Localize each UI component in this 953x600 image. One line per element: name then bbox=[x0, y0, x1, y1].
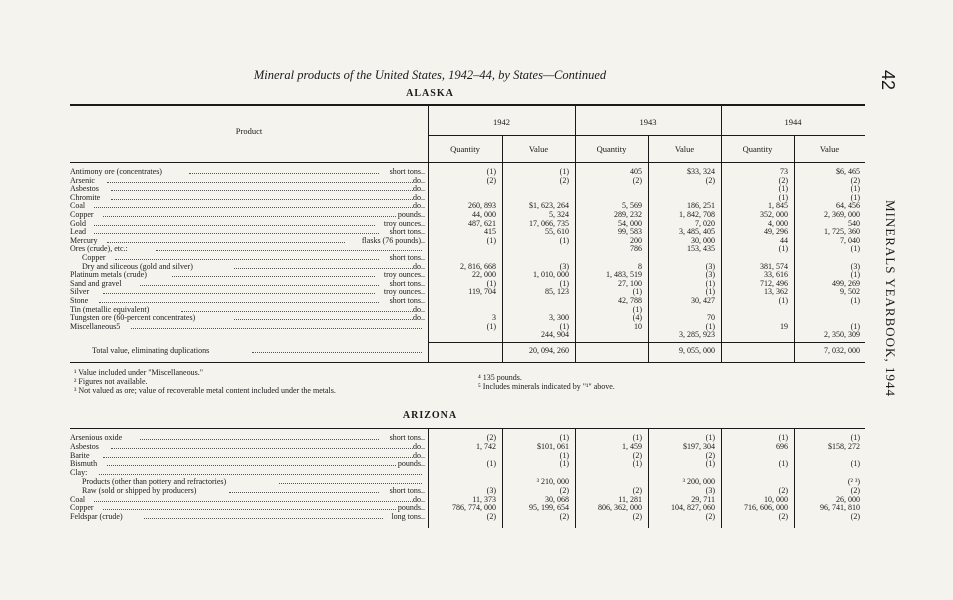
table-cell: 27, 100 bbox=[618, 278, 642, 288]
row-unit: short tons.. bbox=[389, 278, 425, 288]
table-row bbox=[70, 323, 870, 331]
table-cell: 405 bbox=[630, 167, 642, 176]
total-label: Total value, eliminating duplications bbox=[92, 346, 210, 355]
row-unit: flasks (76 pounds).. bbox=[361, 235, 425, 245]
table-cell: 1, 845 bbox=[768, 201, 788, 211]
table-row bbox=[70, 228, 870, 236]
table-row bbox=[70, 297, 870, 305]
table-cell: ³ 200, 000 bbox=[682, 477, 715, 486]
row-unit: do.. bbox=[413, 175, 425, 185]
table-cell: (2) bbox=[778, 485, 788, 495]
table-cell: 54, 000 bbox=[618, 218, 642, 228]
table-cell: (² ³) bbox=[847, 477, 860, 486]
footnote: ⁴ 135 pounds. bbox=[478, 373, 522, 382]
leader-dots bbox=[103, 293, 375, 294]
table-cell: (1) bbox=[559, 167, 569, 176]
table-row bbox=[70, 254, 870, 262]
leader-dots bbox=[94, 225, 374, 226]
table-cell: 7, 040 bbox=[840, 235, 860, 245]
row-unit: short tons.. bbox=[389, 485, 425, 495]
table-cell: (1) bbox=[850, 296, 860, 305]
table-cell: 4, 000 bbox=[768, 218, 788, 228]
table-cell: ³ 210, 000 bbox=[536, 477, 569, 486]
leader-dots bbox=[111, 199, 414, 200]
table-row bbox=[70, 168, 870, 176]
table-cell: (1) bbox=[850, 433, 860, 442]
row-unit: troy ounces.. bbox=[383, 270, 425, 280]
col-header-quantity: Quantity bbox=[742, 144, 773, 154]
table-cell: 29, 711 bbox=[691, 494, 715, 504]
table-cell: (2) bbox=[850, 512, 860, 522]
leader-dots bbox=[103, 509, 397, 510]
leader-dots bbox=[94, 207, 413, 208]
row-unit: troy ounces.. bbox=[383, 287, 425, 297]
table-cell: (3) bbox=[559, 261, 569, 271]
row-label: Coal bbox=[70, 201, 86, 211]
row-label: Products (other than pottery and refractories) bbox=[82, 477, 227, 486]
table-row bbox=[70, 288, 870, 296]
table-cell: $1, 623, 264 bbox=[529, 201, 569, 211]
leader-dots bbox=[107, 242, 345, 243]
table-cell: (1) bbox=[778, 244, 788, 254]
table-cell: 712, 496 bbox=[760, 278, 788, 288]
row-unit: do.. bbox=[413, 450, 425, 460]
table-cell: 1, 010, 000 bbox=[533, 270, 569, 280]
table-cell: 352, 000 bbox=[760, 210, 788, 219]
table-cell: 2, 369, 000 bbox=[824, 210, 860, 219]
row-label: Sand and gravel bbox=[70, 278, 122, 288]
row-label: Asbestos bbox=[70, 184, 99, 194]
table-cell: $33, 324 bbox=[687, 167, 715, 176]
table-cell: 2, 350, 309 bbox=[824, 330, 860, 340]
table-cell: (1) bbox=[705, 433, 715, 442]
table-cell: 499, 269 bbox=[832, 278, 860, 288]
table-cell: (2) bbox=[778, 512, 788, 522]
table-cell: (2) bbox=[559, 175, 569, 185]
leader-dots bbox=[172, 276, 374, 277]
table-row bbox=[70, 347, 870, 355]
table-cell: (1) bbox=[778, 192, 788, 202]
leader-dots bbox=[131, 328, 422, 329]
table-row bbox=[70, 177, 870, 185]
table-cell: (1) bbox=[486, 321, 496, 331]
table-cell: (2) bbox=[705, 175, 715, 185]
total-cell: 20, 094, 260 bbox=[529, 346, 569, 355]
table-row bbox=[70, 314, 870, 322]
table-cell: (2) bbox=[632, 450, 642, 460]
arizona-top-rule bbox=[70, 428, 865, 429]
row-unit: do.. bbox=[413, 313, 425, 323]
total-cell: 9, 055, 000 bbox=[679, 346, 715, 355]
table-cell: (1) bbox=[486, 235, 496, 245]
table-cell: (1) bbox=[559, 321, 569, 331]
table-cell: (3) bbox=[705, 270, 715, 280]
row-label: Stone bbox=[70, 296, 89, 305]
table-cell: (1) bbox=[850, 459, 860, 469]
table-cell: 104, 827, 060 bbox=[671, 503, 715, 513]
row-label: Chromite bbox=[70, 192, 101, 202]
table-cell: (1) bbox=[778, 433, 788, 442]
table-cell: (1) bbox=[559, 450, 569, 460]
table-cell: 289, 232 bbox=[614, 210, 642, 219]
row-label: Tin (metallic equivalent) bbox=[70, 304, 150, 314]
row-unit: short tons.. bbox=[389, 253, 425, 262]
table-cell: (4) bbox=[632, 313, 642, 323]
row-label: Ores (crude), etc.: bbox=[70, 244, 128, 254]
table-cell: (2) bbox=[559, 512, 569, 522]
row-unit: short tons.. bbox=[389, 296, 425, 305]
leader-dots bbox=[111, 190, 414, 191]
table-cell: (2) bbox=[486, 433, 496, 442]
row-label: Copper bbox=[70, 210, 94, 219]
table-cell: (1) bbox=[486, 167, 496, 176]
col-header-value: Value bbox=[819, 144, 840, 154]
row-label: Coal bbox=[70, 494, 86, 504]
leader-dots bbox=[111, 448, 414, 449]
table-cell: 19 bbox=[780, 321, 788, 331]
leader-dots bbox=[252, 352, 422, 353]
table-cell: (2) bbox=[486, 175, 496, 185]
page-number: 42 bbox=[878, 70, 898, 91]
year-header-rule bbox=[428, 135, 865, 136]
leader-dots bbox=[279, 483, 422, 484]
leader-dots bbox=[156, 250, 422, 251]
table-row bbox=[70, 504, 870, 512]
table-cell: 49, 296 bbox=[764, 227, 788, 237]
table-cell: (2) bbox=[632, 175, 642, 185]
leader-dots bbox=[107, 182, 414, 183]
row-label: Silver bbox=[70, 287, 90, 297]
row-label: Bismuth bbox=[70, 459, 98, 469]
row-label: Dry and siliceous (gold and silver) bbox=[82, 261, 193, 271]
table-row bbox=[70, 496, 870, 504]
table-cell: 9, 502 bbox=[840, 287, 860, 297]
table-row bbox=[70, 478, 870, 486]
total-cell: 7, 032, 000 bbox=[824, 346, 860, 355]
table-cell: (2) bbox=[632, 512, 642, 522]
table-cell: (1) bbox=[850, 321, 860, 331]
table-cell: 186, 251 bbox=[687, 201, 715, 211]
table-cell: (1) bbox=[559, 459, 569, 469]
leader-dots bbox=[181, 311, 414, 312]
header-bottom-rule bbox=[70, 162, 865, 163]
table-cell: (1) bbox=[632, 287, 642, 297]
leader-dots bbox=[107, 465, 397, 466]
leader-dots bbox=[144, 518, 384, 519]
table-cell: (1) bbox=[850, 270, 860, 280]
table-row bbox=[70, 460, 870, 468]
row-unit: do.. bbox=[413, 441, 425, 451]
row-unit: do.. bbox=[413, 184, 425, 194]
table-cell: 1, 483, 519 bbox=[606, 270, 642, 280]
leader-dots bbox=[234, 319, 414, 320]
table-cell: (1) bbox=[778, 184, 788, 194]
table-cell: 696 bbox=[776, 441, 788, 451]
table-cell: (1) bbox=[632, 459, 642, 469]
table-cell: (2) bbox=[850, 175, 860, 185]
table-cell: (1) bbox=[705, 459, 715, 469]
table-cell: (1) bbox=[559, 433, 569, 442]
row-label: Arsenic bbox=[70, 175, 95, 185]
leader-dots bbox=[189, 173, 379, 174]
row-label: Copper bbox=[82, 253, 106, 262]
row-label: Mercury bbox=[70, 235, 98, 245]
footnote: ¹ Value included under "Miscellaneous." bbox=[74, 368, 203, 377]
table-row bbox=[70, 237, 870, 245]
row-label: Feldspar (crude) bbox=[70, 512, 123, 522]
table-cell: (1) bbox=[705, 321, 715, 331]
table-cell: 26, 000 bbox=[836, 494, 860, 504]
table-top-rule bbox=[70, 104, 865, 106]
total-rule bbox=[428, 342, 865, 343]
table-row bbox=[70, 271, 870, 279]
table-cell: (1) bbox=[850, 192, 860, 202]
row-unit: short tons.. bbox=[389, 167, 425, 176]
table-cell: (2) bbox=[850, 485, 860, 495]
table-title: Mineral products of the United States, 1942–44, by States—Continued bbox=[253, 68, 607, 82]
table-cell: 70 bbox=[707, 313, 715, 323]
table-cell: 11, 281 bbox=[618, 494, 642, 504]
leader-dots bbox=[99, 474, 423, 475]
row-unit: do.. bbox=[413, 261, 425, 271]
row-unit: do.. bbox=[413, 201, 425, 211]
row-label: Gold bbox=[70, 218, 86, 228]
row-unit: short tons.. bbox=[389, 227, 425, 237]
table-cell: 716, 606, 000 bbox=[744, 503, 788, 513]
row-label: Arsenious oxide bbox=[70, 433, 123, 442]
table-row bbox=[70, 245, 870, 253]
table-row bbox=[70, 202, 870, 210]
table-cell: 7, 020 bbox=[695, 218, 715, 228]
footnote: ⁵ Includes minerals indicated by "¹" above. bbox=[478, 382, 615, 391]
table-cell: (3) bbox=[486, 485, 496, 495]
section-title-arizona: ARIZONA bbox=[402, 410, 458, 421]
table-row bbox=[70, 220, 870, 228]
row-label: Antimony ore (concentrates) bbox=[70, 167, 162, 176]
table-cell: 11, 373 bbox=[472, 494, 496, 504]
table-cell: 10 bbox=[634, 321, 642, 331]
year-header-1944: 1944 bbox=[784, 117, 802, 127]
table-cell: 3 bbox=[492, 313, 496, 323]
table-cell: (1) bbox=[778, 459, 788, 469]
row-unit: long tons.. bbox=[391, 512, 425, 522]
table-cell: 1, 459 bbox=[622, 441, 642, 451]
table-cell: 153, 435 bbox=[687, 244, 715, 254]
table-row bbox=[70, 443, 870, 451]
footnote: ² Figures not available. bbox=[74, 377, 148, 386]
leader-dots bbox=[94, 501, 413, 502]
row-unit: pounds.. bbox=[397, 210, 425, 219]
table-cell: 200 bbox=[630, 235, 642, 245]
table-row bbox=[70, 211, 870, 219]
table-row bbox=[70, 487, 870, 495]
row-label: Asbestos bbox=[70, 441, 99, 451]
table-cell: 30, 000 bbox=[691, 235, 715, 245]
table-cell: 99, 583 bbox=[618, 227, 642, 237]
table-cell: (1) bbox=[850, 244, 860, 254]
table-cell: (2) bbox=[559, 485, 569, 495]
table-cell: 17, 066, 735 bbox=[529, 218, 569, 228]
table-cell: 540 bbox=[848, 218, 860, 228]
table-cell: 786 bbox=[630, 244, 642, 254]
table-cell: 2, 816, 668 bbox=[460, 261, 496, 271]
year-header-1943: 1943 bbox=[639, 117, 657, 127]
table-cell: (1) bbox=[632, 304, 642, 314]
table-cell: 42, 788 bbox=[618, 296, 642, 305]
table-cell: 381, 574 bbox=[760, 261, 788, 271]
table-cell: 30, 427 bbox=[691, 296, 715, 305]
row-label: Barite bbox=[70, 450, 90, 460]
table-cell: (1) bbox=[486, 459, 496, 469]
table-cell: 55, 610 bbox=[545, 227, 569, 237]
table-row bbox=[70, 185, 870, 193]
table-cell: 8 bbox=[638, 261, 642, 271]
table-cell: 3, 300 bbox=[549, 313, 569, 323]
leader-dots bbox=[103, 457, 414, 458]
leader-dots bbox=[229, 492, 379, 493]
table-row bbox=[70, 331, 870, 339]
table-cell: 260, 893 bbox=[468, 201, 496, 211]
leader-dots bbox=[115, 259, 379, 260]
table-cell: 73 bbox=[780, 167, 788, 176]
product-header: Product bbox=[235, 126, 263, 136]
table-cell: (3) bbox=[705, 261, 715, 271]
row-unit: do.. bbox=[413, 192, 425, 202]
table-cell: (1) bbox=[705, 278, 715, 288]
row-label: Platinum metals (crude) bbox=[70, 270, 147, 280]
table-cell: (1) bbox=[559, 278, 569, 288]
leader-dots bbox=[94, 233, 379, 234]
row-unit: pounds.. bbox=[397, 503, 425, 513]
table-cell: 64, 456 bbox=[836, 201, 860, 211]
table-cell: 44, 000 bbox=[472, 210, 496, 219]
table-cell: $6, 465 bbox=[836, 167, 860, 176]
col-header-value: Value bbox=[674, 144, 695, 154]
table-cell: (1) bbox=[632, 433, 642, 442]
table-cell: 415 bbox=[484, 227, 496, 237]
table-cell: 95, 199, 654 bbox=[529, 503, 569, 513]
table-cell: 5, 324 bbox=[549, 210, 569, 219]
row-unit: short tons.. bbox=[389, 433, 425, 442]
row-unit: do.. bbox=[413, 304, 425, 314]
table-row bbox=[70, 434, 870, 442]
leader-dots bbox=[103, 216, 397, 217]
table-cell: 487, 621 bbox=[468, 218, 496, 228]
leader-dots bbox=[140, 285, 380, 286]
table-cell: (1) bbox=[850, 184, 860, 194]
table-cell: 96, 741, 810 bbox=[820, 503, 860, 513]
table-row bbox=[70, 452, 870, 460]
row-label: Raw (sold or shipped by producers) bbox=[82, 485, 197, 495]
row-label: Copper bbox=[70, 503, 94, 513]
leader-dots bbox=[234, 268, 414, 269]
table-cell: (2) bbox=[778, 175, 788, 185]
section-title-alaska: ALASKA bbox=[406, 88, 454, 99]
row-label: Tungsten ore (60-percent concentrates) bbox=[70, 313, 196, 323]
row-label: Clay: bbox=[70, 468, 88, 478]
table-cell: $197, 304 bbox=[683, 441, 715, 451]
table-cell: $101, 061 bbox=[537, 441, 569, 451]
table-cell: 3, 485, 405 bbox=[679, 227, 715, 237]
table-cell: 22, 000 bbox=[472, 270, 496, 280]
table-cell: 85, 123 bbox=[545, 287, 569, 297]
table-cell: 806, 362, 000 bbox=[598, 503, 642, 513]
row-label: Lead bbox=[70, 227, 86, 237]
table-cell: (2) bbox=[486, 512, 496, 522]
table-cell: (2) bbox=[705, 450, 715, 460]
table-row bbox=[70, 513, 870, 521]
leader-dots bbox=[99, 302, 380, 303]
footnote: ³ Not valued as ore; value of recoverable metal content included under the metals. bbox=[74, 386, 336, 395]
col-header-quantity: Quantity bbox=[596, 144, 627, 154]
table-cell: 1, 725, 360 bbox=[824, 227, 860, 237]
table-cell: 1, 842, 708 bbox=[679, 210, 715, 219]
table-cell: 30, 068 bbox=[545, 494, 569, 504]
col-header-quantity: Quantity bbox=[450, 144, 480, 154]
table-cell: 244, 904 bbox=[541, 330, 569, 340]
table-cell: 44 bbox=[780, 235, 788, 245]
running-head: MINERALS YEARBOOK, 1944 bbox=[883, 200, 898, 397]
table-cell: (2) bbox=[705, 512, 715, 522]
table-row bbox=[70, 263, 870, 271]
table-cell: (1) bbox=[778, 296, 788, 305]
table-cell: (2) bbox=[632, 485, 642, 495]
table-cell: 3, 285, 923 bbox=[679, 330, 715, 340]
table-cell: 33, 616 bbox=[764, 270, 788, 280]
table-cell: (3) bbox=[850, 261, 860, 271]
table-cell: (1) bbox=[559, 235, 569, 245]
row-unit: pounds.. bbox=[397, 459, 425, 469]
table-cell: 5, 569 bbox=[622, 201, 642, 211]
row-label: Miscellaneous5 bbox=[70, 321, 121, 331]
table-cell: 786, 774, 000 bbox=[452, 503, 496, 513]
leader-dots bbox=[140, 439, 380, 440]
year-header-1942: 1942 bbox=[493, 117, 510, 127]
row-unit: do.. bbox=[413, 494, 425, 504]
table-cell: (1) bbox=[486, 278, 496, 288]
table-cell: $158, 272 bbox=[828, 441, 860, 451]
col-header-value: Value bbox=[528, 144, 549, 154]
table-cell: 1, 742 bbox=[476, 441, 496, 451]
table-cell: 119, 704 bbox=[468, 287, 496, 297]
row-unit: troy ounces.. bbox=[383, 218, 425, 228]
table-bottom-rule bbox=[70, 362, 865, 363]
table-cell: (1) bbox=[705, 287, 715, 297]
table-row bbox=[70, 469, 870, 477]
table-cell: (3) bbox=[705, 485, 715, 495]
table-cell: 10, 000 bbox=[764, 494, 788, 504]
table-cell: 13, 362 bbox=[764, 287, 788, 297]
